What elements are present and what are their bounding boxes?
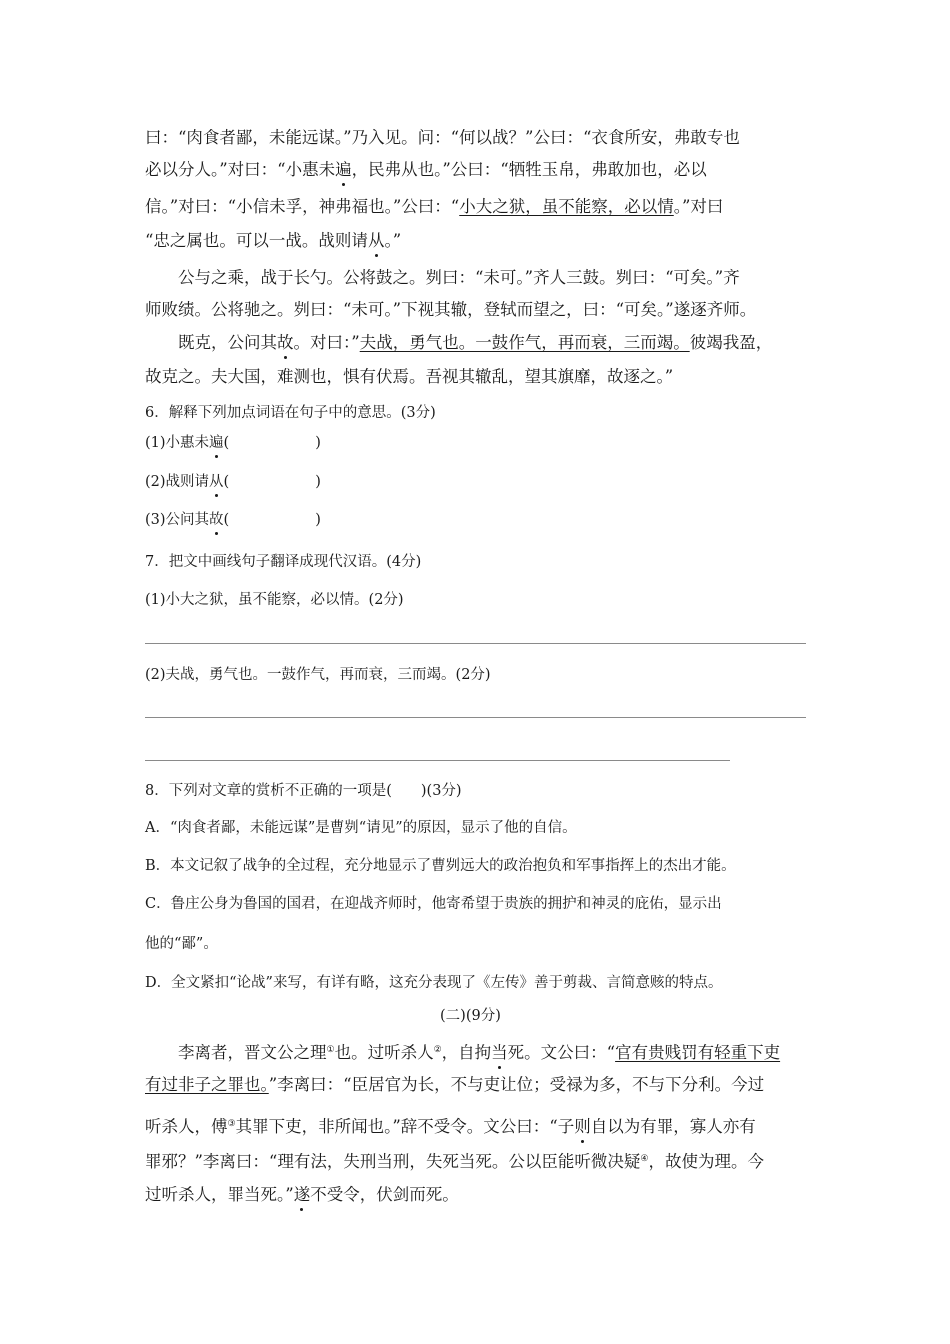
answer-line[interactable] [145,717,806,718]
emphasis-dot-word: 遍 [335,160,352,179]
text-segment: 既克，公问其 [178,333,277,352]
passage2-line-4 [145,1148,764,1173]
text-segment: (1)小惠未 [145,435,210,451]
q8-title: 8．下列对文章的赏析不正确的一项是( )(3分) [145,783,462,799]
underlined-sentence-1: 小大之狱，虽不能察，必以情 [459,197,674,216]
text-segment: 其罪下吏，非所闻也。”辞不受令。文公曰：“子 [235,1117,575,1136]
text-segment: 曰：“肉食者鄙，未能远谋。”乃入见。问：“何以战？”公曰：“衣食所安，弗敢专也 [145,128,740,147]
emphasis-dot-word: 当 [491,1043,508,1062]
text-segment: ，故使为理。今 [648,1152,764,1171]
text-segment: 不受令，伏剑而死。 [310,1185,459,1204]
answer-line[interactable] [145,760,730,761]
answer-line[interactable] [145,643,806,644]
text-segment: ① [326,1045,335,1055]
emphasis-dot-word: 遍 [209,435,224,451]
passage-line-1 [145,127,740,149]
passage-line-5 [178,267,740,289]
passage2-line-1 [178,1039,780,1064]
text-segment: ，自拘 [441,1043,492,1062]
q7-sentence-2: (2)夫战，勇气也。一鼓作气，再而衰，三而竭。(2分) [145,667,491,683]
q7-sentence-1: (1)小大之狱，虽不能察，必以情。(2分) [145,592,404,608]
q8-option-b: B．本文记叙了战争的全过程，充分地显示了曹刿远大的政治抱负和军事指挥上的杰出才能。 [145,858,736,874]
passage-line-3 [145,196,723,218]
underlined-sentence-3-cont: 有过非子之罪也。 [145,1075,269,1094]
text-segment: 听杀人，傅 [145,1117,228,1136]
q8-option-c: C．鲁庄公身为鲁国的国君，在迎战齐师时，他寄希望于贵族的拥护和神灵的庇佑，显示出 [145,896,722,912]
q8-option-d: D．全文紧扣“论战”来写，有详有略，这充分表现了《左传》善于剪裁、言简意赅的特点。 [145,975,723,991]
text-segment: ”李离曰：“臣居官为长，不与吏让位；受禄为多，不与下分利。今过 [268,1075,765,1094]
text-segment: 自以为有罪，寡人亦有 [590,1117,756,1136]
text-segment: ) [315,512,321,528]
text-segment: 。对曰：” [293,333,360,352]
text-segment: 故克之。夫大国，难测也，惧有伏焉。吾视其辙乱，望其旗靡，故逐之。” [145,367,674,386]
text-segment: 也。过听杀人 [334,1043,434,1062]
text-segment: ) [315,435,321,451]
text-segment: 。”对曰 [673,197,724,216]
text-segment: 必以分人。”对曰：“小惠未 [145,160,336,179]
text-segment: (3)公问其 [145,512,210,528]
emphasis-dot-word: 从 [209,474,224,490]
text-segment: ( [223,512,230,528]
q6-item-1 [145,432,321,454]
text-segment: ③ [227,1119,236,1129]
text-segment: ) [315,474,321,490]
emphasis-dot-word: 故 [209,512,224,528]
passage-line-6 [145,299,756,321]
text-segment: 李离者，晋文公之理 [178,1043,327,1062]
text-segment: ，民弗从也。”公曰：“牺牲玉帛，弗敢加也，必以 [351,160,707,179]
text-segment: ( [223,474,230,490]
underlined-sentence-2: 夫战，勇气也。一鼓作气，再而衰，三而竭。 [359,333,690,352]
text-segment: ④ [640,1154,649,1164]
passage-line-4 [145,230,401,252]
text-segment: ② [433,1045,442,1055]
text-segment: 死。文公曰：“ [507,1043,616,1062]
text-segment: 信。”对曰：“小信未孚，神弗福也。”公曰：“ [145,197,460,216]
text-segment: (2)战则请 [145,474,210,490]
text-segment: 过听杀人，罪当死。” [145,1185,294,1204]
text-segment: 师败绩。公将驰之。刿曰：“未可。”下视其辙，登轼而望之，曰：“可矣。”遂逐齐师。 [145,300,757,319]
q8-option-c-cont: 他的“鄙”。 [145,936,218,952]
underlined-sentence-3: 官有贵贱罚有轻重下吏 [615,1043,781,1062]
text-segment: 。” [384,231,402,250]
q6-item-2 [145,471,321,493]
emphasis-dot-word: 故 [277,333,294,352]
passage-line-2 [145,159,707,181]
passage2-line-3 [145,1113,756,1138]
emphasis-dot-word: 遂 [293,1185,311,1204]
q7-title: 7．把文中画线句子翻译成现代汉语。(4分) [145,554,422,570]
emphasis-dot-word: 则 [574,1117,591,1136]
passage-line-8 [145,366,673,388]
text-segment: 彼竭我盈， [689,333,773,352]
passage2-line-5 [145,1184,459,1206]
emphasis-dot-word: 从 [367,231,385,250]
q8-option-a: A．“肉食者鄙，未能远谋”是曹刿“请见”的原因，显示了他的自信。 [145,820,577,836]
q6-title: 6．解释下列加点词语在句子中的意思。(3分) [145,405,436,421]
section-heading: (二)(9分) [440,1008,501,1024]
text-segment: ( [223,435,230,451]
passage-line-7 [178,332,772,354]
text-segment: 罪邪？”李离曰：“理有法，失刑当刑，失死当死。公以臣能听微决疑 [145,1152,641,1171]
passage2-line-2 [145,1074,764,1096]
text-segment: 公与之乘，战于长勺。公将鼓之。刿曰：“未可。”齐人三鼓。刿曰：“可矣。”齐 [178,268,740,287]
text-segment: “忠之属也。可以一战。战则请 [145,231,368,250]
q6-item-3 [145,509,321,531]
